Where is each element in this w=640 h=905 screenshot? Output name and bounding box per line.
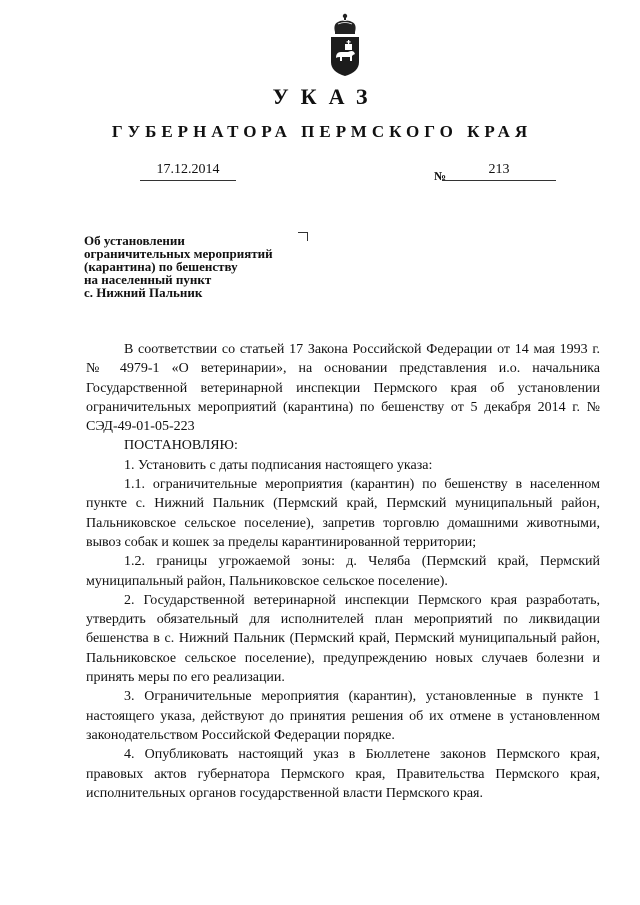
clause-paragraph: 1.2. границы угрожаемой зоны: д. Челяба (Пермский край, Пермский муниципальный район, Пальниковское сельское поселение). <box>86 554 600 589</box>
resolve-heading: ПОСТАНОВЛЯЮ: <box>124 438 238 454</box>
document-number: 213 <box>442 162 556 181</box>
subject-line: (карантина) по бешенству <box>84 259 238 274</box>
subject-line: Об установлении <box>84 233 185 248</box>
document-date: 17.12.2014 <box>140 162 236 181</box>
document-type-title: УКАЗ <box>272 84 380 109</box>
document-body <box>86 340 600 803</box>
subject-line: на населенный пункт <box>84 272 212 287</box>
document-subject <box>84 234 324 299</box>
clause-paragraph: 3. Ограничительные мероприятия (карантин), установленные в пункте 1 настоящего указа, действуют до принятия решения об их отмене в установленном законодательством Российской Федерации порядке. <box>86 689 600 743</box>
preamble-paragraph: В соответствии со статьей 17 Закона Российской Федерации от 14 мая 1993 г. № 4979-1 «О ветеринарии», на основании представления и.о. начальника Государственной ветеринарной инспекции Пермского края об установлении ограничительных мероприятий (карантина) по бешенству от 5 декабря 2014 г. № СЭД-49-01-05-223 <box>86 342 600 435</box>
crown-icon <box>334 14 355 34</box>
subject-corner-mark <box>298 232 308 241</box>
clause-paragraph: 1.1. ограничительные мероприятия (карантин) по бешенству в населенном пункте с. Нижний Пальник (Пермский край, Пермский муниципальный район, Пальниковское сельское поселение), запретив торговлю домашними животными, вывоз собак и кошек за пределы карантинированной территории; <box>86 477 600 550</box>
subject-line: с. Нижний Пальник <box>84 285 203 300</box>
number-sign: № <box>434 169 447 183</box>
clause-paragraph: 4. Опубликовать настоящий указ в Бюллетене законов Пермского края, правовых актов губернатора Пермского края, Правительства Пермского края, исполнительных органов государственной власти Пермского края. <box>86 747 600 801</box>
subject-line: ограничительных мероприятий <box>84 246 273 261</box>
perm-krai-coat-of-arms-icon <box>328 12 362 78</box>
clause-paragraph: 2. Государственной ветеринарной инспекции Пермского края разработать, утвердить обязательный для исполнителей план мероприятий по ликвидации бешенства в с. Нижний Пальник (Пермский край, Пермский муниципальный район, Пальниковское сельское поселение), предупреждению новых случаев болезни и принять меры по его реализации. <box>86 592 600 686</box>
clause-paragraph: 1. Установить с даты подписания настоящего указа: <box>124 457 433 473</box>
issuer-title: ГУБЕРНАТОРА ПЕРМСКОГО КРАЯ <box>111 122 533 141</box>
shield-icon <box>331 37 359 76</box>
